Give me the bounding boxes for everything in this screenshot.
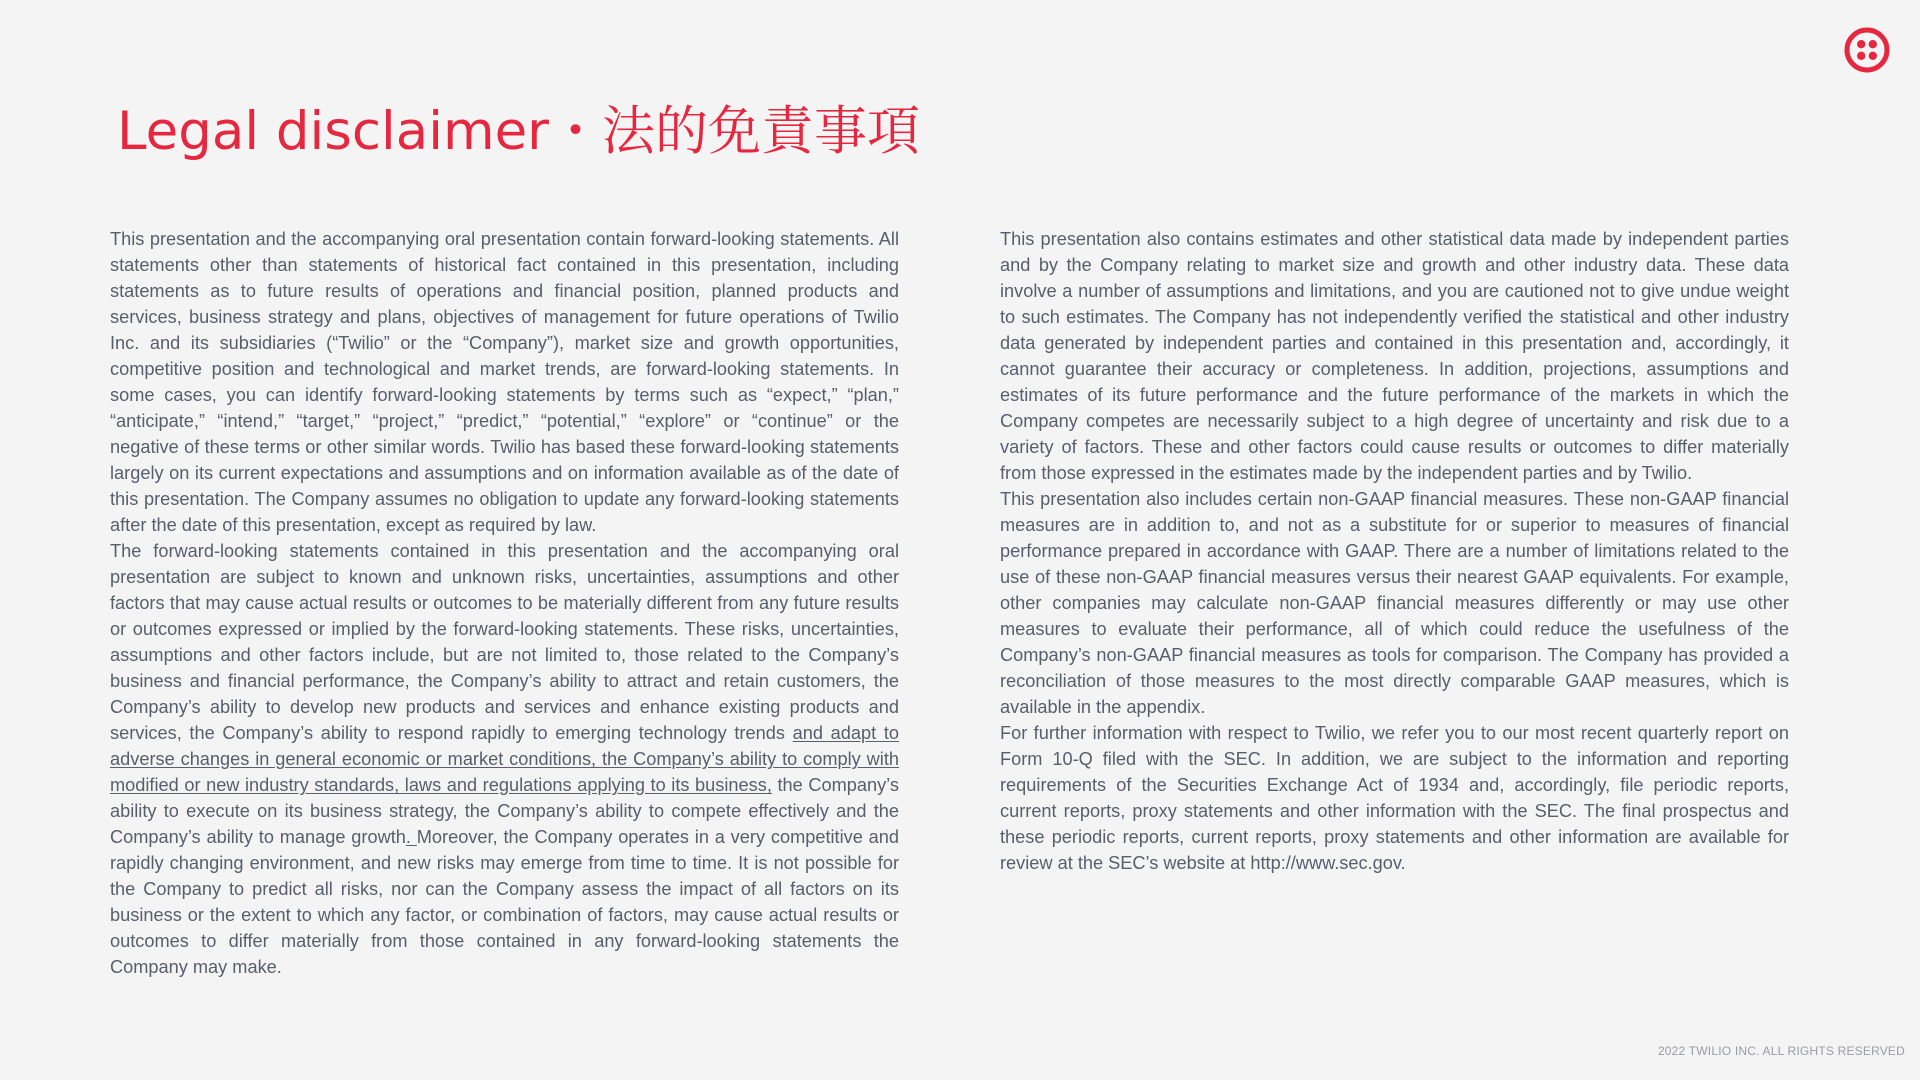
right-column [1000, 226, 1789, 876]
risk-text-part-b: the Company’s ability to execute on its business strategy, the Company’s ability to compete effectively and the Company’s ability to manage growth [110, 775, 899, 847]
forward-looking-paragraph: This presentation and the accompanying oral presentation contain forward-looking statements. All statements other than statements of historical fact contained in this presentation, including statements as to future results of operations and financial position, planned products and services, business strategy and plans, objectives of management for future operations of Twilio Inc. and its subsidiaries (“Twilio” or the “Company”), market size and growth opportunities, competitive position and technological and market trends, are forward-looking statements. In some cases, you can identify forward-looking statements by terms such as “expect,” “plan,” “anticipate,” “intend,” “target,” “project,” “predict,” “potential,” “explore” or “continue” or the negative of these terms or other similar words. Twilio has based these forward-looking statements largely on its current expectations and assumptions and on information available as of the date of this presentation. The Company assumes no obligation to update any forward-looking statements after the date of this presentation, except as required by law. [110, 229, 899, 535]
risk-factors-paragraph [110, 538, 899, 980]
estimates-paragraph: This presentation also contains estimates and other statistical data made by independent parties and by the Company relating to market size and growth and other industry data. These data involve a number of assumptions and limitations, and you are cautioned not to give undue weight to such estimates. The Company has not independently verified the statistical and other industry data generated by independent parties and contained in this presentation and, accordingly, it cannot guarantee their accuracy or completeness. In addition, projections, assumptions and estimates of its future performance and the future performance of the markets in which the Company competes are necessarily subject to a high degree of uncertainty and risk due to a variety of factors. These and other factors could cause results or outcomes to differ materially from those expressed in the estimates made by the independent parties and by Twilio. [1000, 229, 1789, 483]
risk-text-part-a: The forward-looking statements contained in this presentation and the accompanying oral presentation are subject to known and unknown risks, uncertainties, assumptions and other factors that may cause actual results or outcomes to be materially different from any future results or outcomes expressed or implied by the forward-looking statements. These risks, uncertainties, assumptions and other factors include, but are not limited to, those related to the Company’s business and financial performance, the Company’s ability to attract and retain customers, the Company’s ability to develop new products and services and enhance existing products and services, the Company’s ability to respond rapidly to emerging technology trends [110, 541, 899, 743]
risk-text-underlined: and adapt to adverse changes in general economic or market conditions, the Company’s ability to comply with modified or new industry standards, laws and regulations applying to its business, [110, 723, 899, 795]
twilio-logo-icon [1844, 27, 1890, 73]
risk-text-underlined-period: . [405, 827, 417, 847]
copyright-footer: 2022 TWILIO INC. ALL RIGHTS RESERVED [1657, 1044, 1905, 1058]
left-column [110, 226, 899, 980]
page-title: Legal disclaimer・法的免責事項 [117, 101, 920, 162]
sec-filings-paragraph: For further information with respect to Twilio, we refer you to our most recent quarterly report on Form 10-Q filed with the SEC. In addition, we are subject to the information and reporting requirements of the Securities Exchange Act of 1934 and, accordingly, file periodic reports, current reports, proxy statements and other information with the SEC. The final prospectus and these periodic reports, current reports, proxy statements and other information are available for review at the SEC’s website at http://www.sec.gov. [1000, 723, 1789, 873]
risk-text-part-c: Moreover, the Company operates in a very competitive and rapidly changing environment, and new risks may emerge from time to time. It is not possible for the Company to predict all risks, nor can the Company assess the impact of all factors on its business or the extent to which any factor, or combination of factors, may cause actual results or outcomes to differ materially from those contained in any forward-looking statements the Company may make. [110, 827, 900, 977]
non-gaap-paragraph: This presentation also includes certain non-GAAP financial measures. These non-GAAP financial measures are in addition to, and not as a substitute for or superior to measures of financial performance prepared in accordance with GAAP. There are a number of limitations related to the use of these non-GAAP financial measures versus their nearest GAAP equivalents. For example, other companies may calculate non-GAAP financial measures differently or may use other measures to evaluate their performance, all of which could reduce the usefulness of the Company’s non-GAAP financial measures as tools for comparison. The Company has provided a reconciliation of those measures to the most directly comparable GAAP measures, which is available in the appendix. [1000, 489, 1789, 717]
